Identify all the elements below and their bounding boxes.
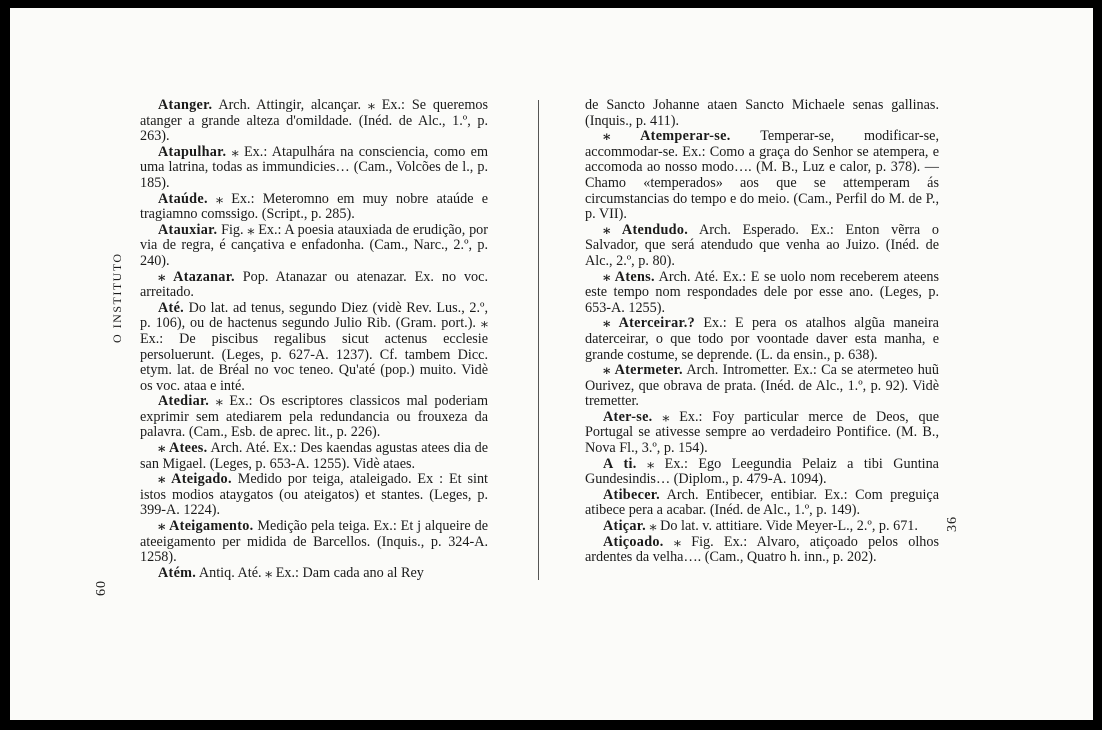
headword: Até. [158,299,185,316]
dictionary-entry [585,535,939,566]
dictionary-entry [585,488,939,519]
right-page-number: 36 [945,516,960,532]
headword: ⁎ Atazanar. [158,268,235,285]
dictionary-entry [585,457,939,488]
headword: Atanger. [158,97,213,113]
dictionary-entry [140,270,488,301]
entry-text: Arch. Intrometter. Ex.: Ca se atermeteo huũ Ourivez, que obrava de prata. (Inéd. de Alc., 1.º, p. 92). Vidè tremetter. [585,362,939,410]
headword: Atediar. [158,393,210,410]
entry-text: de Sancto Johanne ataen Sancto Michaele senas gallinas. (Inquis., p. 411). [585,97,939,129]
entry-text: Antiq. Até. ⁎ Ex.: Dam cada ano al Rey [196,564,424,581]
dictionary-entry [585,316,939,363]
entry-text: Temperar-se, modificar-se, accommodar-se. Ex.: Como a graça do Senhor se atempera, e accomoda ao nosso modo…. (M. B., Luz e calor, p. 378). — Chamo «temperados» aos que se attemperam ás circumstancias do tempo e do meio. (Cam., Perfil do M. de P., p. VII). [585,128,939,223]
dictionary-entry [140,192,488,223]
entry-text: Medição pela teiga. Ex.: Et j alqueire de ateeigamento per midida de Barcellos. (Inquis., p. 324-A. 1258). [140,518,488,566]
headword: ⁎ Atendudo. [603,221,689,238]
headword: Atibecer. [603,486,660,503]
headword: ⁎ Ateigado. [158,471,232,488]
column-divider [538,100,539,580]
left-page-number: 60 [94,580,109,596]
entry-text: Arch. Entibecer, entibiar. Ex.: Com preguiça atibece pera a acabar. (Inéd. de Alc., 1.º, p. 149). [585,486,939,519]
entry-text: ⁎ Do lat. v. attitiare. Vide Meyer-L., 2.º, p. 671. [645,518,918,535]
book-page [10,8,1093,720]
headword: Atém. [158,564,197,581]
dictionary-entry [140,441,488,472]
entry-text: Arch. Até. Ex.: Des kaendas agustas atees dia de san Migael. (Leges, p. 653-A. 1255). Vidè ataes. [140,440,488,472]
entry-text: ⁎ Ex.: Os escriptores classicos mal poderiam exprimir sem atediarem pela redundancia ou frouxeza da palavra. (Cam., Esb. de aprec. lit., p. 226). [140,393,488,441]
left-column [140,98,488,581]
right-column [585,98,939,566]
headword: ⁎ Atemperar-se. [603,128,731,145]
dictionary-entry [140,519,488,566]
headword: Atiçar. [603,518,646,535]
headword: ⁎ Atermeter. [603,362,683,379]
dictionary-entry-continued [585,98,939,129]
dictionary-entry [585,270,939,317]
headword: Atauxiar. [158,221,218,238]
dictionary-entry [585,410,939,457]
headword: ⁎ Aterceirar.? [603,315,696,332]
dictionary-entry [585,363,939,410]
dictionary-entry [140,223,488,270]
entry-text: Arch. Attingir, alcançar. ⁎ Ex.: Se queremos atanger a grande alteza d'omildade. (Inéd. de Alc., 1.º, p. 263). [140,97,488,145]
headword: ⁎ Atens. [603,268,655,285]
headword: Ater-se. [603,408,653,425]
entry-text: ⁎ Ex.: Meteromno em muy nobre ataúde e tragiamno comssigo. (Script., p. 285). [140,190,488,223]
dictionary-entry [140,394,488,441]
entry-text: ⁎ Ex.: Foy particular merce de Deos, que Portugal se ativesse sempre ao verdadeiro Pontifice. (M. B., Nova Fl., 3.º, p. 154). [585,408,939,457]
dictionary-entry [140,472,488,519]
headword: ⁎ Ateigamento. [158,518,254,535]
entry-text: Pop. Atanazar ou atenazar. Ex. no voc. arreitado. [140,268,488,301]
dictionary-entry [140,566,488,582]
headword: ⁎ Atees. [158,440,208,457]
entry-text: ⁎ Ex.: Ego Leegundia Pelaiz a tibi Guntina Gundesindis… (Diplom., p. 479-A. 1094). [585,455,939,488]
dictionary-entry [140,98,488,145]
entry-text: ⁎ Fig. Ex.: Alvaro, atiçoado pelos olhos ardentes da velha…. (Cam., Quatro h. inn., p. 202). [585,533,939,566]
dictionary-entry [585,129,939,223]
dictionary-entry [140,301,488,395]
headword: Ataúde. [158,190,208,207]
headword: Atapulhar. [158,143,227,160]
headword: Atiçoado. [603,533,664,550]
entry-text: Do lat. ad tenus, segundo Diez (vidè Rev. Lus., 2.º, p. 106), ou de hactenus segundo Julio Rib. (Gram. port.). ⁎ Ex.: De piscibus regalibus sicut actenus ecclesie persoluerunt. (Leges, p. 627-A. 1237). Cf. tambem Dicc. etym. lat. de Bréal no voc teneo. Qu'até (pop.) muito. Vidè os voc. ataa e inté. [140,299,488,394]
dictionary-entry [585,223,939,270]
dictionary-entry [140,145,488,192]
entry-text: Medido por teiga, ataleigado. Ex : Et sint istos modios ataygatos (ou ateigatos) et stantes. (Leges, p. 399-A. 1224). [140,471,488,519]
entry-text: Arch. Até. Ex.: E se uolo nom receberem ateens este tempo nom respondades dele por esse ano. (Leges, p. 653-A. 1255). [585,268,939,316]
entry-text: Fig. ⁎ Ex.: A poesia atauxiada de erudição, por via de regra, é cançativa e enfadonha. (Cam., Narc., 2.º, p. 240). [140,221,488,269]
headword: A ti. [603,455,637,472]
dictionary-entry [585,519,939,535]
entry-text: Arch. Esperado. Ex.: Enton vẽrra o Salvador, que será atendudo que venha ao Juizo. (Inéd. de Alc., 2.º, p. 80). [585,221,940,269]
entry-text: ⁎ Ex.: Atapulhára na consciencia, como em uma latrina, todas as immundicies… (Cam., Volcões de l., p. 185). [140,143,488,191]
entry-text: Ex.: E pera os atalhos algũa maneira daterceirar, o que todo por voontade daver esta manha, e grande costume, se deprende. (L. da ensin., p. 638). [585,315,939,363]
journal-running-title: O INSTITUTO [110,252,124,343]
